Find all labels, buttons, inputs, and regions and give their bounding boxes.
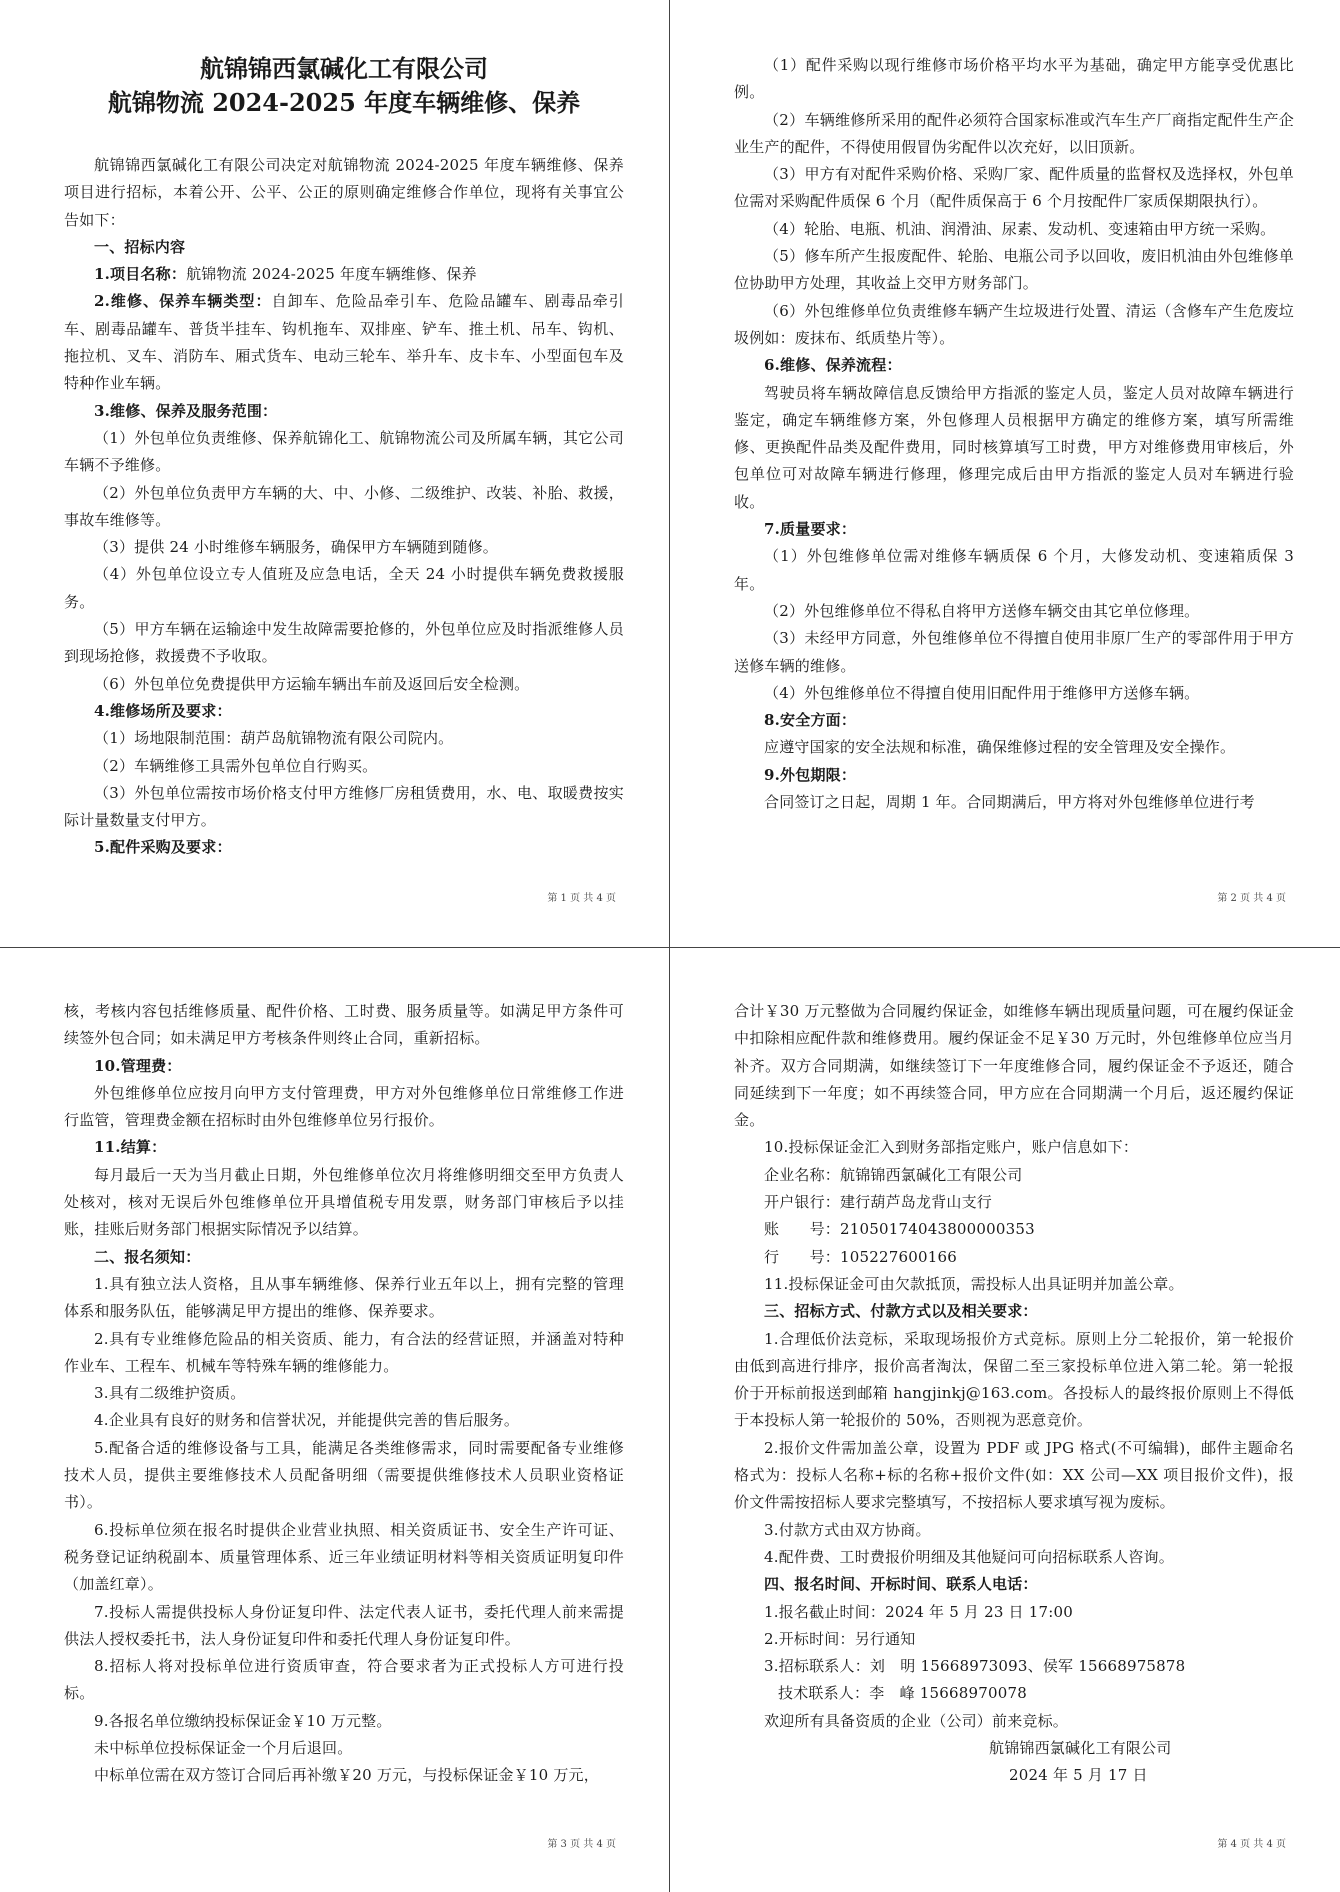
- page-footer: 第 4 页 共 4 页: [1217, 1839, 1286, 1850]
- service-scope-heading: 3.维修、保养及服务范围：: [94, 401, 278, 420]
- service-scope-item: （1）外包单位负责维修、保养航锦化工、航锦物流公司及所属车辆，其它公司车辆不予维修。: [64, 428, 624, 475]
- bidding-contacts: 3.招标联系人：刘 明 15668973093、侯军 15668975878: [764, 1657, 1186, 1676]
- registration-item: 4.企业具有良好的财务和信誉状况，并能提供完善的售后服务。: [94, 1411, 520, 1430]
- account-number-label: 账 号：: [764, 1220, 841, 1239]
- safety-heading: 8.安全方面：: [764, 711, 857, 730]
- quality-heading: 7.质量要求：: [764, 520, 857, 539]
- vehicle-types-value: 自卸车、危险品牵引车、危险品罐车、剧毒品牵引车、剧毒品罐车、普货半挂车、钩机拖车、双排座、铲车、推土机、吊车、钩机、拖拉机、叉车、消防车、厢式货车、电动三轮车、举升车、皮卡车、小型面包车及特种作业车辆。: [64, 292, 624, 393]
- vehicle-types: [64, 288, 624, 397]
- site-requirement-item: （2）车辆维修工具需外包单位自行购买。: [94, 756, 378, 775]
- bidding-method-item: 4.配件费、工时费报价明细及其他疑问可向招标联系人咨询。: [764, 1547, 1174, 1566]
- bank-code-label: 行 号：: [764, 1247, 841, 1266]
- registration-item: 3.具有二级维护资质。: [94, 1384, 246, 1403]
- quality-item: （4）外包维修单位不得擅自使用旧配件用于维修甲方送修车辆。: [764, 683, 1200, 702]
- account-intro: 10.投标保证金汇入到财务部指定账户，账户信息如下：: [764, 1138, 1139, 1157]
- deposit-offset-note: 11.投标保证金可由欠款抵顶，需投标人出具证明并加盖公章。: [764, 1274, 1184, 1293]
- project-name-value: 航锦物流 2024-2025 年度车辆维修、保养: [186, 265, 477, 284]
- section-heading-1: 一、招标内容: [94, 237, 186, 256]
- registration-item: 8.招标人将对投标单位进行资质审查，符合要求者为正式投标人方可进行投标。: [64, 1657, 624, 1703]
- welcome-text: 欢迎所有具备资质的企业（公司）前来竞标。: [764, 1711, 1069, 1730]
- registration-item: 1.具有独立法人资格，且从事车辆维修、保养行业五年以上，拥有完整的管理体系和服务队伍，能够满足甲方提出的维修、保养要求。: [64, 1274, 624, 1321]
- parts-item: （1）配件采购以现行维修市场价格平均水平为基础，确定甲方能享受优惠比例。: [734, 56, 1294, 102]
- parts-item: （4）轮胎、电瓶、机油、润滑油、尿素、发动机、变速箱由甲方统一采购。: [764, 219, 1276, 238]
- service-scope-item: （3）提供 24 小时维修车辆服务，确保甲方车辆随到随修。: [94, 538, 498, 557]
- page-footer: 第 1 页 共 4 页: [547, 893, 616, 904]
- page-divider-horizontal: [0, 947, 1340, 948]
- document-page-3: [64, 998, 624, 1858]
- bank-code: 105227600166: [840, 1247, 957, 1266]
- service-scope-item: （6）外包单位免费提供甲方运输车辆出车前及返回后安全检测。: [94, 674, 530, 693]
- registration-item: 未中标单位投标保证金一个月后退回。: [94, 1739, 353, 1758]
- quality-item: （3）未经甲方同意，外包维修单位不得擅自使用非原厂生产的零部件用于甲方送修车辆的维修。: [734, 629, 1294, 675]
- account-number-row: [734, 1216, 1294, 1243]
- bidding-method-item: 3.付款方式由双方协商。: [764, 1520, 931, 1539]
- registration-item: 6.投标单位须在报名时提供企业营业执照、相关资质证书、安全生产许可证、税务登记证纳税副本、质量管理体系、近三年业绩证明材料等相关资质证明复印件（加盖红章）。: [64, 1520, 624, 1594]
- account-bank: 开户银行：建行葫芦岛龙背山支行: [764, 1193, 993, 1212]
- page-divider-vertical: [669, 0, 670, 1892]
- intro-paragraph: 航锦锦西氯碱化工有限公司决定对航锦物流 2024-2025 年度车辆维修、保养项目进行招标，本着公开、公平、公正的原则确定维修合作单位，现将有关事宜公告如下：: [64, 156, 624, 229]
- bidding-method-item: 1.合理低价法竞标，采取现场报价方式竞标。原则上分二轮报价，第一轮报价由低到高进行排序，报价高者淘汰，保留二至三家投标单位进入第二轮。第一轮报价于开标前报送到邮箱 hangjinkj@163.com。各投标人的最终报价原则上不得低于本投标人第一轮报价的 50%，否则视为恶意竞价。: [734, 1329, 1294, 1430]
- bank-code-row: [734, 1244, 1294, 1271]
- parts-item: （3）甲方有对配件采购价格、采购厂家、配件质量的监督权及选择权，外包单位需对采购配件质保 6 个月（配件质保高于 6 个月按配件厂家质保期限执行）。: [734, 165, 1294, 211]
- document-page-2: [734, 52, 1294, 912]
- document-page-4: [734, 998, 1294, 1858]
- service-scope-item: （4）外包单位设立专人值班及应急电话，全天 24 小时提供车辆免费救援服务。: [64, 565, 624, 611]
- page-footer: 第 2 页 共 4 页: [1217, 893, 1286, 904]
- safety-text: 应遵守国家的安全法规和标准，确保维修过程的安全管理及安全操作。: [764, 738, 1236, 757]
- parts-item: （5）修车所产生报废配件、轮胎、电瓶公司予以回收，废旧机油由外包维修单位协助甲方处理，其收益上交甲方财务部门。: [734, 247, 1294, 293]
- registration-item: 9.各报名单位缴纳投标保证金￥10 万元整。: [94, 1711, 392, 1730]
- term-continued-text: 核，考核内容包括维修质量、配件价格、工时费、服务质量等。如满足甲方条件可续签外包合同；如未满足甲方考核条件则终止合同，重新招标。: [64, 1002, 624, 1048]
- opening-time: 2.开标时间：另行通知: [764, 1629, 916, 1648]
- section-heading-4: 四、报名时间、开标时间、联系人电话：: [764, 1575, 1038, 1594]
- bidding-method-item: 2.报价文件需加盖公章，设置为 PDF 或 JPG 格式(不可编辑)，邮件主题命名格式为：投标人名称+标的名称+报价文件(如：XX 公司—XX 项目报价文件)，报价文件需按招标人要求完整填写，不按招标人要求填写视为废标。: [734, 1438, 1294, 1512]
- settlement-text: 每月最后一天为当月截止日期，外包维修单位次月将维修明细交至甲方负责人处核对，核对无误后外包维修单位开具增值税专用发票，财务部门审核后予以挂账，挂账后财务部门根据实际情况予以结算。: [64, 1165, 624, 1239]
- site-requirements-heading: 4.维修场所及要求：: [94, 701, 232, 720]
- settlement-heading: 11.结算：: [94, 1138, 167, 1157]
- registration-item: 5.配备合适的维修设备与工具，能满足各类维修需求，同时需要配备专业维修技术人员，提供主要维修技术人员配备明细（需要提供维修技术人员职业资格证书）。: [64, 1438, 624, 1512]
- project-name: [64, 261, 624, 288]
- signature-date: 2024 年 5 月 17 日: [1009, 1766, 1148, 1785]
- page-footer: 第 3 页 共 4 页: [547, 1839, 616, 1850]
- service-scope-item: （2）外包单位负责甲方车辆的大、中、小修、二级维护、改装、补胎、救援，事故车维修等。: [64, 483, 624, 529]
- registration-item: 7.投标人需提供投标人身份证复印件、法定代表人证书，委托代理人前来需提供法人授权委托书，法人身份证复印件和委托代理人身份证复印件。: [64, 1602, 624, 1648]
- registration-item: 中标单位需在双方签订合同后再补缴￥20 万元，与投标保证金￥10 万元，: [94, 1766, 599, 1785]
- deposit-continued-text: 合计￥30 万元整做为合同履约保证金，如维修车辆出现质量问题，可在履约保证金中扣除相应配件款和维修费用。履约保证金不足￥30 万元时，外包维修单位应当月补齐。双方合同期满，如继续签订下一年度维修合同，履约保证金不予返还，随合同延续到下一年度；如不再续签合同，甲方应在合同期满一个月后，返还履约保证金。: [734, 1002, 1294, 1130]
- term-heading: 9.外包期限：: [764, 765, 857, 784]
- account-company: 企业名称：航锦锦西氯碱化工有限公司: [764, 1165, 1023, 1184]
- parts-item: （2）车辆维修所采用的配件必须符合国家标准或汽车生产厂商指定配件生产企业生产的配件，不得使用假冒伪劣配件以次充好，以旧顶新。: [734, 110, 1294, 156]
- parts-procurement-heading: 5.配件采购及要求：: [94, 838, 232, 857]
- site-requirement-item: （3）外包单位需按市场价格支付甲方维修厂房租赁费用，水、电、取暖费按实际计量数量支付甲方。: [64, 783, 624, 830]
- vehicle-types-label: 2.维修、保养车辆类型：: [94, 292, 272, 311]
- parts-item: （6）外包维修单位负责维修车辆产生垃圾进行处置、清运（含修车产生危废垃圾例如：废抹布、纸质垫片等）。: [734, 301, 1294, 347]
- section-heading-2: 二、报名须知：: [94, 1247, 201, 1266]
- technical-contact: 技术联系人：李 峰 15668970078: [778, 1684, 1027, 1703]
- term-text: 合同签订之日起，周期 1 年。合同期满后，甲方将对外包维修单位进行考: [764, 793, 1255, 812]
- quality-item: （2）外包维修单位不得私自将甲方送修车辆交由其它单位修理。: [764, 601, 1200, 620]
- registration-item: 2.具有专业维修危险品的相关资质、能力，有合法的经营证照，并涵盖对特种作业车、工程车、机械车等特殊车辆的维修能力。: [64, 1329, 624, 1375]
- management-fee-heading: 10.管理费：: [94, 1056, 182, 1075]
- maintenance-process-text: 驾驶员将车辆故障信息反馈给甲方指派的鉴定人员，鉴定人员对故障车辆进行鉴定，确定车辆维修方案，外包修理人员根据甲方确定的维修方案，填写所需维修、更换配件品类及配件费用，同时核算填写工时费，甲方对维修费用审核后，外包单位可对故障车辆进行修理，修理完成后由甲方指派的鉴定人员对车辆进行验收。: [734, 383, 1294, 511]
- quality-item: （1）外包维修单位需对维修车辆质保 6 个月，大修发动机、变速箱质保 3 年。: [734, 547, 1294, 593]
- document-title-line-1: 航锦锦西氯碱化工有限公司: [200, 54, 488, 83]
- registration-deadline: 1.报名截止时间：2024 年 5 月 23 日 17:00: [764, 1602, 1073, 1621]
- site-requirement-item: （1）场地限制范围：葫芦岛航锦物流有限公司院内。: [94, 729, 454, 748]
- signature-company: 航锦锦西氯碱化工有限公司: [989, 1739, 1172, 1758]
- account-number: 21050174043800000353: [840, 1220, 1035, 1239]
- section-heading-3: 三、招标方式、付款方式以及相关要求：: [764, 1302, 1038, 1321]
- document-page-1: [64, 52, 624, 912]
- service-scope-item: （5）甲方车辆在运输途中发生故障需要抢修的，外包单位应及时指派维修人员到现场抢修，救援费不予收取。: [64, 620, 624, 666]
- maintenance-process-heading: 6.维修、保养流程：: [764, 356, 902, 375]
- project-name-label: 1.项目名称：: [94, 265, 187, 284]
- document-title-line-2: 航锦物流 2024-2025 年度车辆维修、保养: [107, 88, 581, 117]
- management-fee-text: 外包维修单位应按月向甲方支付管理费，甲方对外包维修单位日常维修工作进行监管，管理费金额在招标时由外包维修单位另行报价。: [64, 1083, 624, 1130]
